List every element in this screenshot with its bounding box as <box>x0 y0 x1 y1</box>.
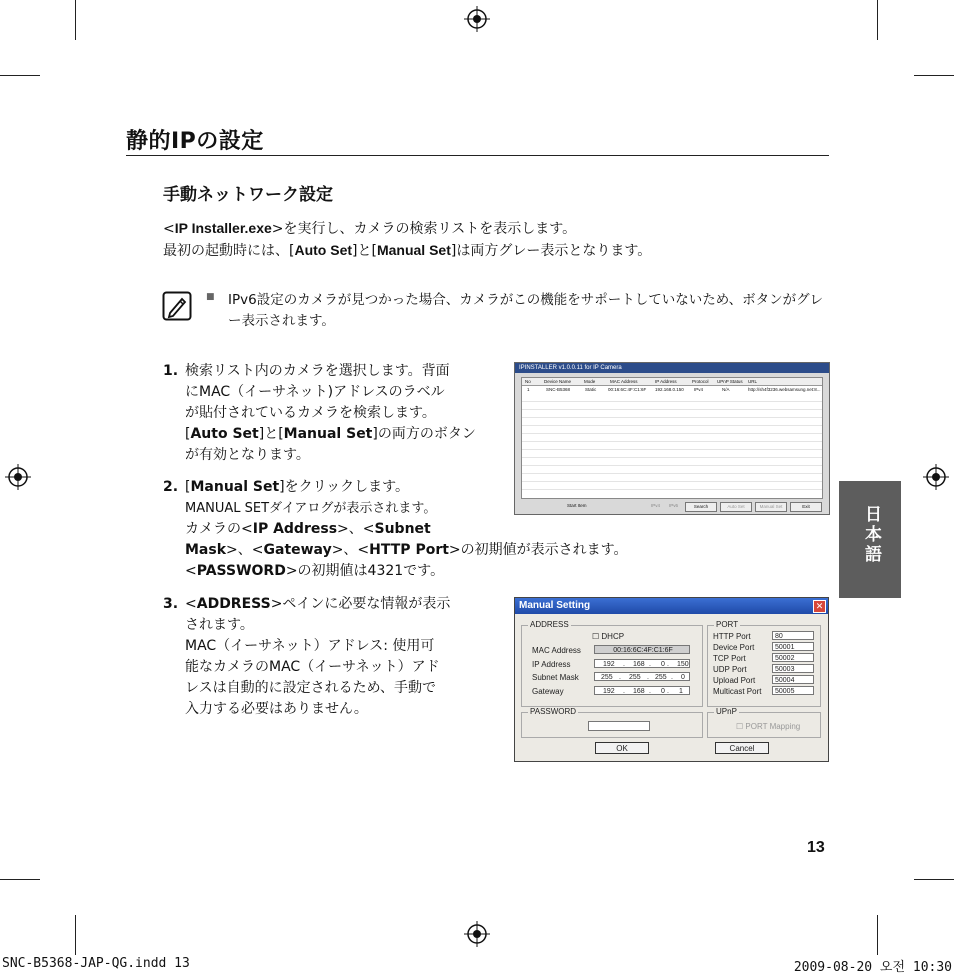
section-title: 静的IPの設定 <box>126 129 264 154</box>
step-number: 3. <box>163 596 179 612</box>
step-1-line: [Auto Set]と[Manual Set]の両方のボタン <box>185 426 476 442</box>
note-pencil-icon <box>162 291 192 321</box>
device-port-field[interactable]: 50001 <box>772 642 814 651</box>
dialog-titlebar <box>515 598 828 614</box>
window-title: IPINSTALLER v1.0.0.11 for IP Camera <box>519 365 622 371</box>
http-port-field[interactable]: 80 <box>772 631 814 640</box>
note-text: IPv6設定のカメラが見つかった場合、カメラがこの機能をサポートしていないため、ボタンがグレー表示されます。 <box>228 292 824 329</box>
ipv4-radio[interactable]: IPv4 <box>651 503 661 508</box>
subnet-mask-label: Subnet Mask <box>532 673 579 682</box>
auto-set-button[interactable]: Auto Set <box>720 502 752 512</box>
address-group-label: ADDRESS <box>530 620 569 629</box>
cancel-button[interactable]: Cancel <box>715 742 769 754</box>
dhcp-checkbox[interactable]: ☐ DHCP <box>592 632 625 641</box>
step-3-line: されます。 <box>185 617 254 633</box>
note-bullet: ■ <box>206 292 215 302</box>
step-3-line: <ADDRESS>ペインに必要な情報が表示 <box>185 596 451 612</box>
footer-right: 2009-08-20 오전 10:30 <box>793 960 952 975</box>
address-group <box>521 620 703 707</box>
multicast-port-field[interactable]: 50005 <box>772 686 814 695</box>
list-header: No Device Name Mode MAC Address IP Address Protocol UPnP Status URL <box>522 378 822 386</box>
ip-address-label: IP Address <box>532 660 571 669</box>
manual-set-button[interactable]: Manual Set <box>755 502 787 512</box>
password-group-label: PASSWORD <box>530 707 577 716</box>
step-3 <box>163 594 503 720</box>
step-3-line: 入力する必要はありません。 <box>185 701 368 717</box>
step-1-line: が有効となります。 <box>185 447 310 463</box>
camera-list <box>521 377 823 499</box>
registration-mark-icon <box>923 464 949 490</box>
crop-mark <box>914 75 954 76</box>
step-number: 1. <box>163 363 179 379</box>
step-1-line: にMAC（イーサネット)アドレスのラベル <box>185 384 445 400</box>
search-button[interactable]: Search <box>685 502 717 512</box>
password-group <box>521 707 703 738</box>
intro-paragraph <box>163 218 651 262</box>
registration-mark-icon <box>464 921 490 947</box>
step-3-line: レスは自動的に設定されるため、手動で <box>185 680 437 696</box>
dialog-title: Manual Setting <box>519 600 591 611</box>
step-3-line: MAC（イーサネット）アドレス: 使用可 <box>185 638 435 654</box>
close-icon[interactable]: ✕ <box>813 600 826 613</box>
subnet-mask-field[interactable]: 255 . 255 . 255 . 0 <box>594 672 690 681</box>
ipv6-radio[interactable]: IPv6 <box>669 503 679 508</box>
port-label: HTTP Port <box>713 632 751 641</box>
tcp-port-field[interactable]: 50002 <box>772 653 814 662</box>
mac-address-label: MAC Address <box>532 646 581 655</box>
page-number: 13 <box>807 839 825 856</box>
gateway-label: Gateway <box>532 687 564 696</box>
side-tab-label: 日本語 <box>861 505 881 565</box>
step-1 <box>163 361 503 466</box>
step-2-line: MANUAL SETダイアログが表示されます。 <box>185 501 437 516</box>
ip-installer-screenshot <box>514 362 830 515</box>
intro-line-2: 最初の起動時には、[Auto Set]と[Manual Set]は両方グレー表示となります。 <box>163 242 652 259</box>
step-3-line: 能なカメラのMAC（イーサネット）アド <box>185 659 440 675</box>
step-number: 2. <box>163 479 179 495</box>
title-rule <box>126 155 829 156</box>
crop-mark <box>0 75 40 76</box>
port-label: Upload Port <box>713 676 756 685</box>
registration-mark-icon <box>5 464 31 490</box>
ip-address-field[interactable]: 192 . 168 . 0 . 150 <box>594 659 690 668</box>
footer-left: SNC-B5368-JAP-QG.indd 13 <box>2 956 190 971</box>
step-2-line: カメラの<IP Address>、<Subnet <box>185 521 431 537</box>
upnp-group <box>707 707 821 738</box>
step-2-line: [Manual Set]をクリックします。 <box>185 479 409 495</box>
step-1-line: 検索リスト内のカメラを選択します。背面 <box>185 363 450 379</box>
port-mapping-checkbox[interactable]: ☐ PORT Mapping <box>736 722 801 731</box>
crop-mark <box>914 879 954 880</box>
crop-mark <box>75 0 76 40</box>
start-item-label: Start Item <box>567 503 587 508</box>
udp-port-field[interactable]: 50003 <box>772 664 814 673</box>
step-2-line: <PASSWORD>の初期値は4321です。 <box>185 563 445 579</box>
crop-mark <box>75 915 76 955</box>
language-side-tab <box>839 481 901 598</box>
ok-button[interactable]: OK <box>595 742 649 754</box>
upnp-group-label: UPnP <box>716 707 737 716</box>
upload-port-field[interactable]: 50004 <box>772 675 814 684</box>
subsection-title: 手動ネットワーク設定 <box>163 185 333 205</box>
gateway-field[interactable]: 192 . 168 . 0 . 1 <box>594 686 690 695</box>
table-row[interactable]: 1 SNC-B5368 Static 00:16:6C:4F:C1:6F 192.168.0.150 IPv4 N/A http://sh4f3236.websamsung.net:8... <box>527 387 821 392</box>
port-label: TCP Port <box>713 654 746 663</box>
password-field[interactable] <box>588 721 650 731</box>
registration-mark-icon <box>464 6 490 32</box>
crop-mark <box>0 879 40 880</box>
port-group-label: PORT <box>716 620 739 629</box>
intro-line-1: <IP Installer.exe>を実行し、カメラの検索リストを表示します。 <box>163 220 577 237</box>
step-2-line: Mask>、<Gateway>、<HTTP Port>の初期値が表示されます。 <box>185 542 628 558</box>
step-1-line: が貼付されているカメラを検索します。 <box>185 405 436 421</box>
crop-mark <box>877 915 878 955</box>
exit-button[interactable]: Exit <box>790 502 822 512</box>
crop-mark <box>877 0 878 40</box>
mac-address-field: 00:16:6C:4F:C1:6F <box>594 645 690 654</box>
port-label: Device Port <box>713 643 755 652</box>
port-group <box>707 620 821 707</box>
manual-setting-dialog <box>514 597 829 762</box>
window-titlebar <box>515 363 829 373</box>
port-label: Multicast Port <box>713 687 762 696</box>
port-label: UDP Port <box>713 665 747 674</box>
